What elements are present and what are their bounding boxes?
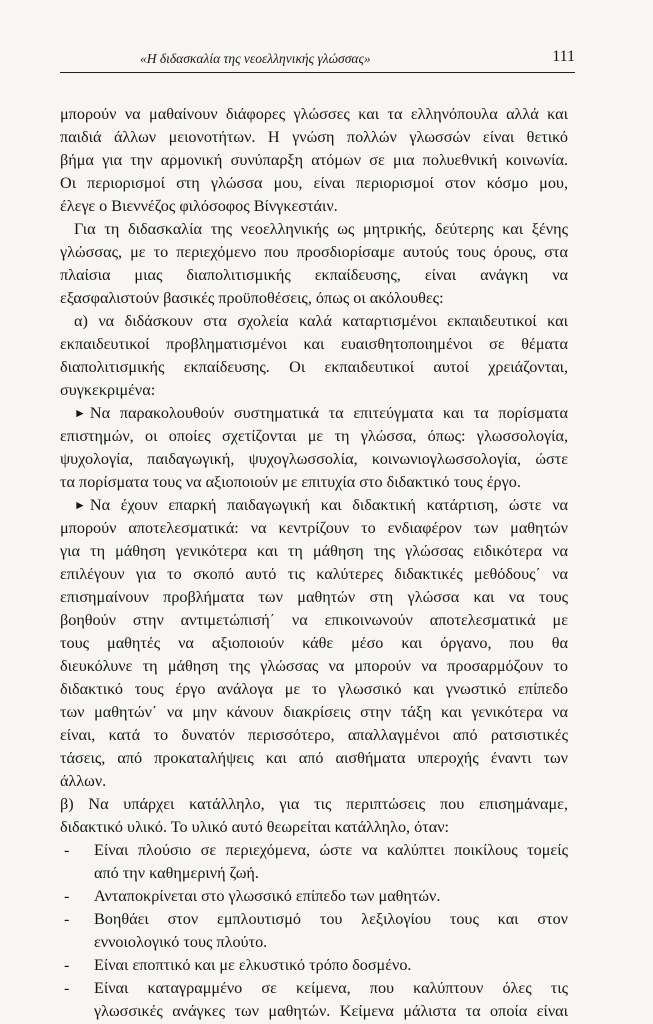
text-line: πλαίσια μιας διαπολιτισμικής εκπαίδευσης, είναι ανάγκη να [60,266,568,284]
dash-item-text: Είναι πλούσιο σε περιεχόμενα, ώστε να καλύπτει ποικίλους τομείς [94,841,568,859]
text-line: Οι περιορισμοί στη γλώσσα μου, είναι περιορισμοί στον κόσμο μου, [60,174,568,192]
text-line: τους μαθητές να αξιοποιούν κάθε μέσο και όργανο, που θα [60,634,568,652]
text-line: διευκόλυνε τη μάθηση της γλώσσας να μπορούν να προσαρμόζουν το [60,657,568,675]
text-line: διδακτικό τους έργο ανάλογα με το γλωσσικό και γνωστικό επίπεδο [60,680,568,698]
body-text [60,103,568,1023]
text-line: α) να διδάσκουν στα σχολεία καλά καταρτισμένοι εκπαιδευτικοί και [74,312,568,330]
dash-item [60,954,568,977]
dash-marker: - [64,979,70,997]
text-line: βοηθούν στην αντιμετώπισή΄ να επικοινωνούν αποτελεσματικά με [60,611,568,629]
text-line: μπορούν να μαθαίνουν διάφορες γλώσσες και τα ελληνόπουλα αλλά και [60,105,568,123]
dash-item [60,885,568,908]
bullet-line [60,494,568,517]
text-line: διδακτικό υλικό. Το υλικό αυτό θεωρείται κατάλληλο, όταν: [60,818,450,836]
text-line: τάσεις, από προκαταλήψεις και από αισθήματα υπεροχής έναντι των [60,749,568,767]
text-line: γλώσσας, με το περιεχόμενο που προσδιορίσαμε αυτούς τους όρους, στα [60,243,568,261]
text-line: συγκεκριμένα: [60,381,156,399]
dash-item-text: Είναι καταγραμμένο σε κείμενα, που καλύπτουν όλες τις [94,979,568,997]
text-line: από την καθημερινή ζωή. [94,864,259,882]
dash-marker: - [64,910,70,928]
dash-item-text: Βοηθάει στον εμπλουτισμό του λεξιλογίου τους και στον [94,910,568,928]
bullet-icon: ► [74,498,86,512]
text-line: παιδιά άλλων μειονοτήτων. Η γνώση πολλών γλωσσών είναι θετικό [60,128,568,146]
running-header-title: «Η διδασκαλία της νεοελληνικής γλώσσας» [140,51,371,66]
text-line: των μαθητών΄ να μην κάνουν διακρίσεις στην τάξη και γενικότερα να [60,703,568,721]
running-header [60,48,575,73]
text-line: άλλων. [60,772,107,790]
dash-item [60,977,568,1000]
dash-item [60,839,568,862]
text-line: είναι, κατά το δυνατόν περισσότερο, απαλλαγμένοι από ρατσιστικές [60,726,568,744]
text-line: Για τη διδασκαλία της νεοελληνικής ως μητρικής, δεύτερης και ξένης [74,220,568,238]
text-line: γλωσσικές ανάγκες των μαθητών. Κείμενα μάλιστα τα οποία είναι [94,1002,568,1020]
text-line: επιλέγουν για το σκοπό αυτό τις καλύτερες διδακτικές μεθόδους΄ να [60,565,568,583]
text-line: εκπαιδευτικοί προβληματισμένοι και ευαισθητοποιημένοι σε θέματα [60,335,568,353]
dash-marker: - [64,956,70,974]
text-line: β) Να υπάρχει κατάλληλο, για τις περιπτώσεις που επισημάναμε, [60,795,568,813]
text-line: ψυχολογία, παιδαγωγική, ψυχογλωσσολία, κοινωνιογλωσσολογία, ώστε [60,450,568,468]
bullet-text: Να έχουν επαρκή παιδαγωγική και διδακτική κατάρτιση, ώστε να [89,496,568,514]
text-line: έλεγε ο Βιεννέζος φιλόσοφος Βίνγκεστάιν. [60,197,338,215]
text-line: εξασφαλιστούν βασικές προϋποθέσεις, όπως οι ακόλουθες: [60,289,444,307]
text-line: τα πορίσματα τους να αξιοποιούν με επιτυχία στο διδακτικό τους έργο. [60,473,521,491]
text-line: βήμα για την αρμονική συνύπαρξη ατόμων σε μια πολυεθνική κοινωνία. [60,151,568,169]
text-line: διαπολιτισμικής εκπαίδευσης. Οι εκπαιδευτικοί αυτοί χρειάζονται, [60,358,568,376]
dash-marker: - [64,841,70,859]
bullet-text: Να παρακολουθούν συστηματικά τα επιτεύγματα και τα πορίσματα [89,404,568,422]
text-line: για τη μάθηση γενικότερα και τη μάθηση της γλώσσας ειδικότερα να [60,542,568,560]
text-line: επισημαίνουν προβλήματα των μαθητών στη γλώσσα και να τους [60,588,568,606]
page-number: 111 [552,48,575,65]
dash-item-text: Ανταποκρίνεται στο γλωσσικό επίπεδο των μαθητών. [94,887,441,905]
bullet-line [60,402,568,425]
dash-item-text: Είναι εποπτικό και με ελκυστικό τρόπο δοσμένο. [94,956,412,974]
text-line: μπορούν αποτελεσματικά: να κεντρίζουν το ενδιαφέρον των μαθητών [60,519,568,537]
text-line: εννοιολογικό τους πλούτο. [94,933,268,951]
dash-item [60,908,568,931]
text-line: επιστημών, οι οποίες σχετίζονται με τη γλώσσα, όπως: γλωσσολογία, [60,427,568,445]
dash-marker: - [64,887,70,905]
bullet-icon: ► [74,406,86,420]
